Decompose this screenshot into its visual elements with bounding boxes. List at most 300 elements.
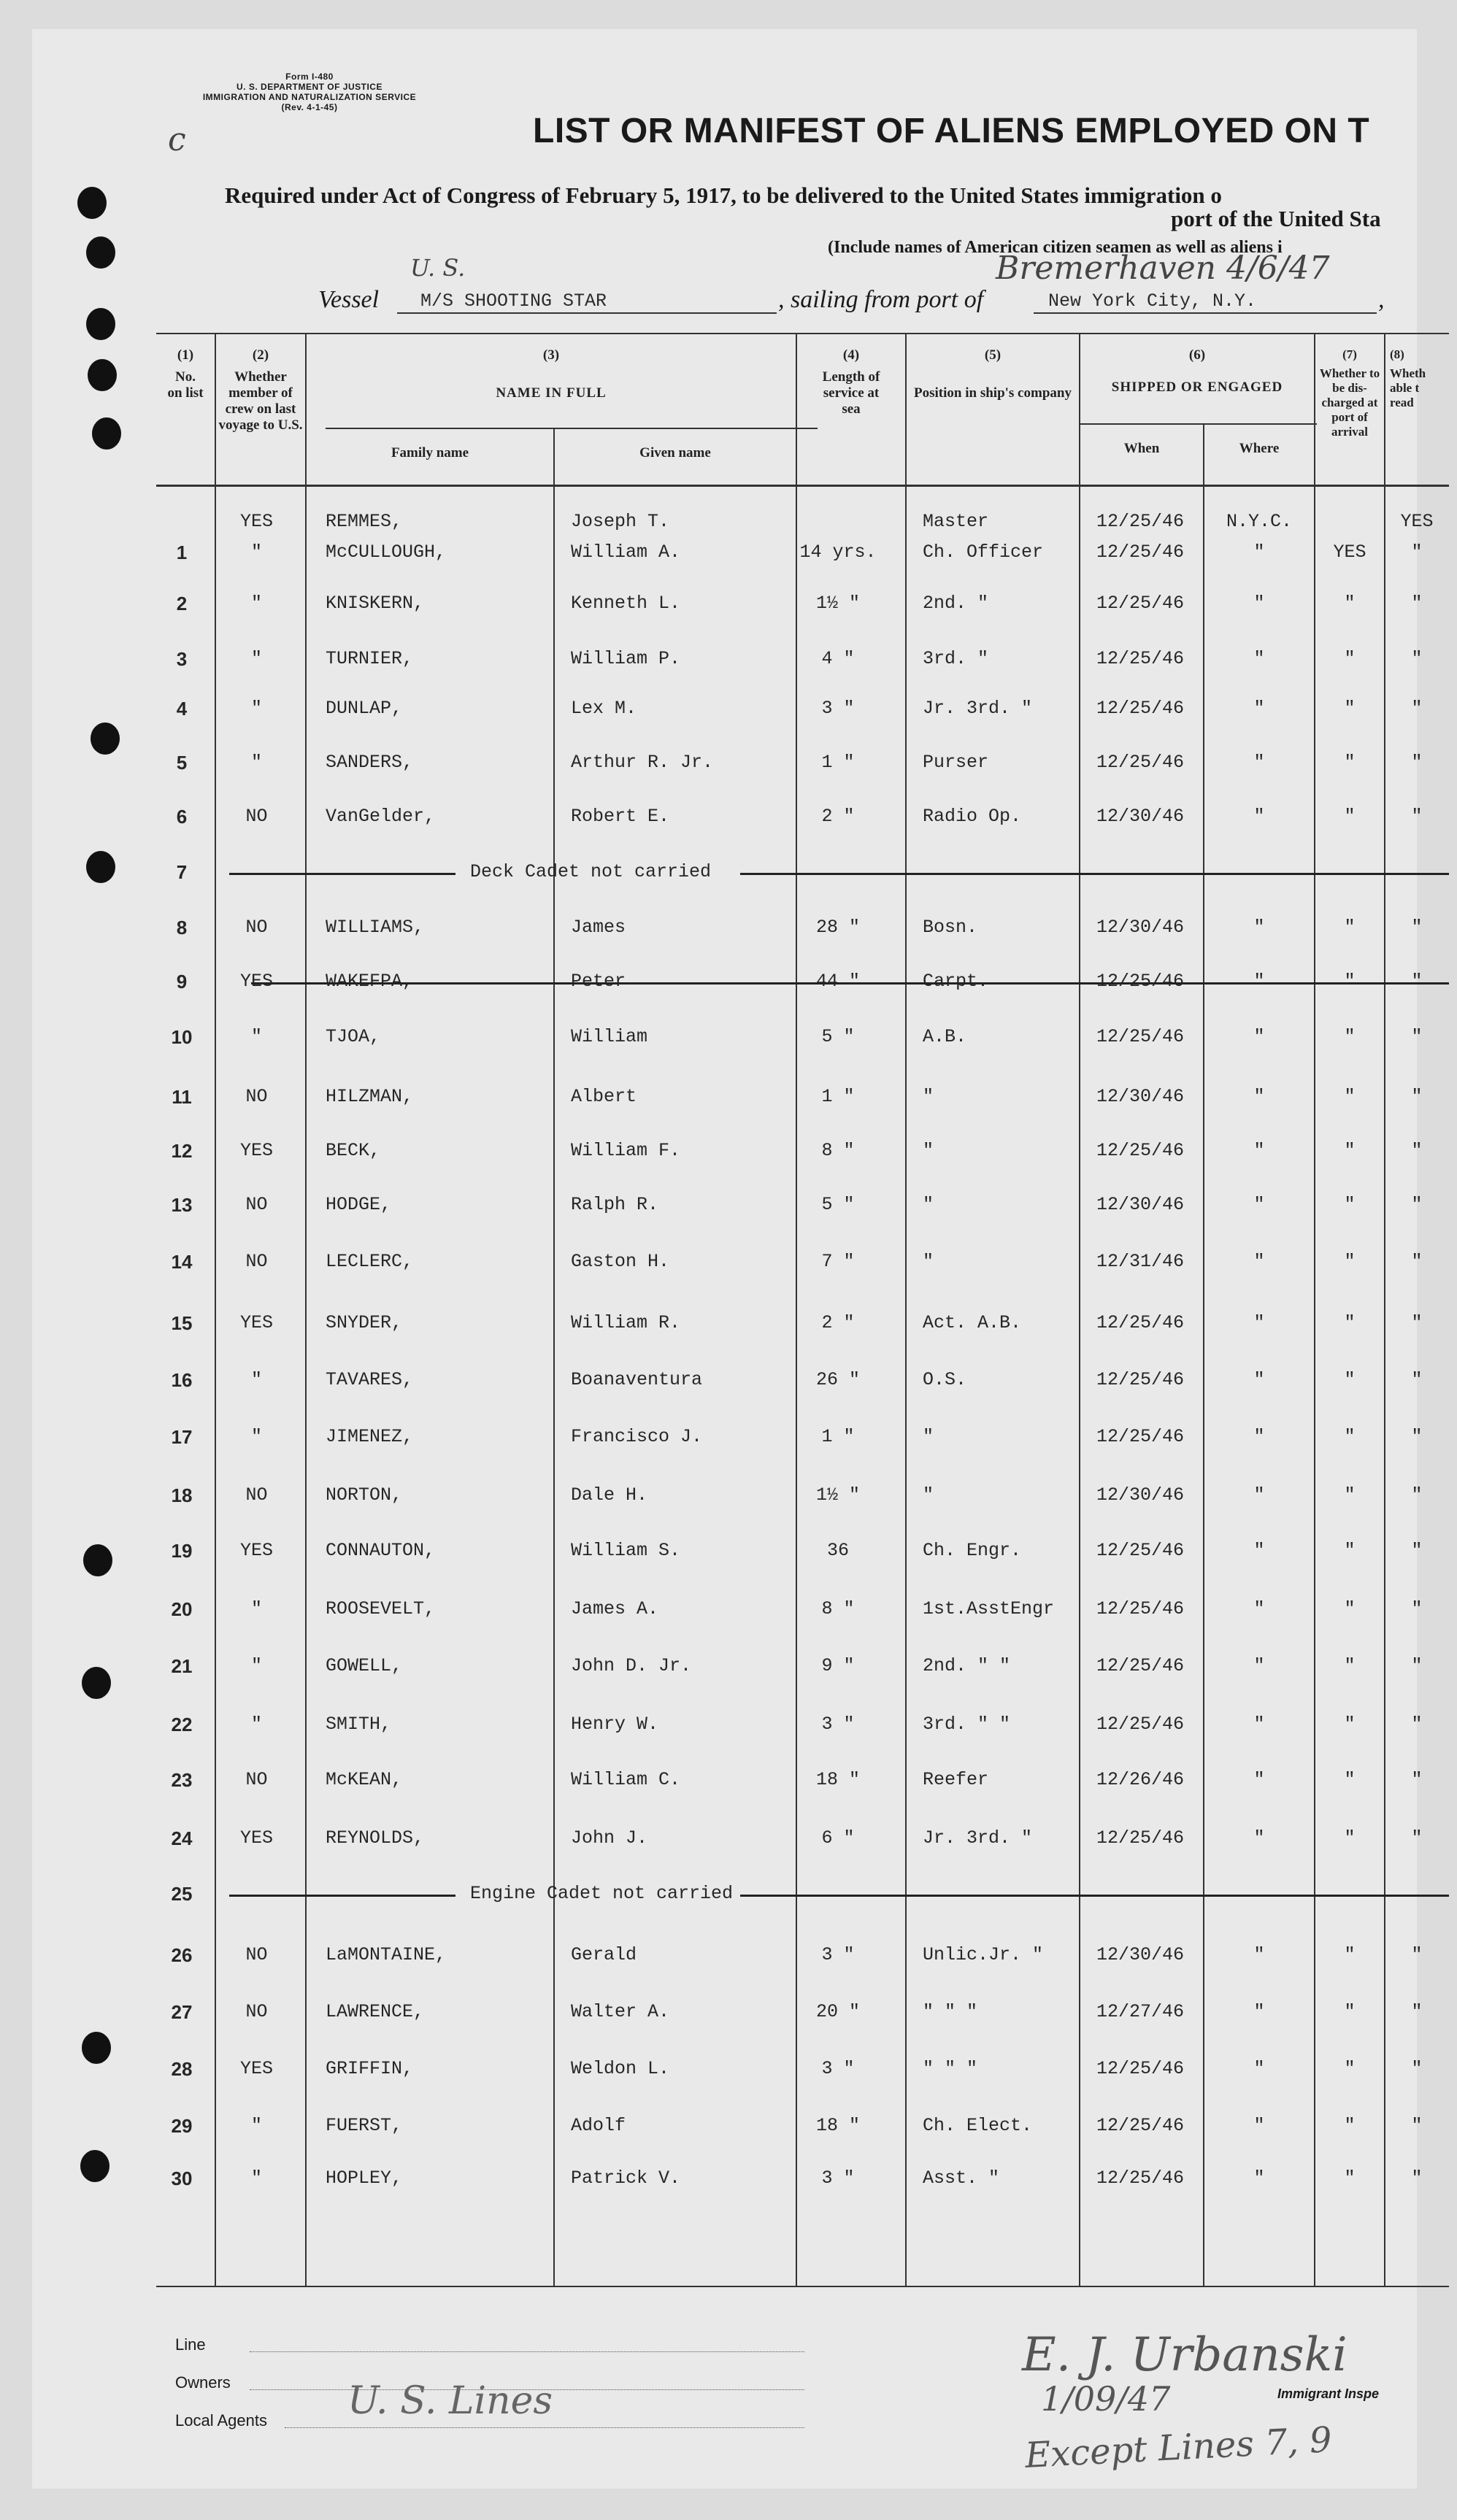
able-to-read: ": [1411, 752, 1423, 773]
position: O.S.: [923, 1369, 967, 1390]
row-number: 24: [171, 1827, 193, 1849]
table-row: [156, 1410, 1449, 1465]
discharged: ": [1344, 806, 1356, 827]
able-to-read: ": [1411, 1827, 1423, 1849]
row-number: 30: [171, 2168, 193, 2189]
header-c1: [156, 347, 215, 401]
position: Master: [923, 511, 989, 532]
shipped-when: 12/25/46: [1096, 1655, 1185, 1676]
given-name: Walter A.: [571, 2001, 670, 2022]
service-length: 1 ": [821, 1086, 855, 1107]
able-to-read: ": [1411, 2001, 1423, 2022]
shipped-where: ": [1253, 1655, 1265, 1676]
discharged: ": [1344, 1598, 1356, 1619]
able-to-read: ": [1411, 593, 1423, 614]
discharged: ": [1344, 1369, 1356, 1390]
shipped-when: 12/25/46: [1096, 2115, 1185, 2136]
family-name: BECK,: [326, 1140, 381, 1161]
table-row: [156, 577, 1449, 632]
family-name: McCULLOUGH,: [326, 542, 447, 563]
table-row: [156, 1353, 1449, 1409]
service-length: 2 ": [821, 806, 855, 827]
able-to-read: ": [1411, 1598, 1423, 1619]
header-c2: [216, 347, 305, 434]
given-name: William F.: [571, 1140, 681, 1161]
position: Jr. 3rd. ": [923, 698, 1033, 719]
row-number: 10: [171, 1026, 193, 1048]
discharged: ": [1344, 698, 1356, 719]
position: Purser: [923, 752, 989, 773]
service-length: 5 ": [821, 1194, 855, 1215]
shipped-where: ": [1253, 1540, 1265, 1561]
shipped-when: 12/25/46: [1096, 1598, 1185, 1619]
except-lines-note: Except Lines 7, 9: [1023, 2419, 1333, 2476]
given-name: Albert: [571, 1086, 637, 1107]
manifest-footer: [175, 2328, 1416, 2511]
position: ": [923, 1251, 934, 1272]
page-title: LIST OR MANIFEST OF ALIENS EMPLOYED ON T: [533, 112, 1370, 150]
binder-hole-icon: [77, 187, 107, 219]
department-name: U. S. DEPARTMENT OF JUSTICE: [237, 82, 382, 92]
service-length: 36: [826, 1540, 849, 1561]
row-number: 21: [171, 1655, 193, 1677]
able-to-read: ": [1411, 806, 1423, 827]
able-to-read: ": [1411, 971, 1423, 992]
family-name: TJOA,: [326, 1026, 381, 1047]
previous-voyage: ": [250, 542, 262, 563]
previous-voyage: ": [250, 1655, 262, 1676]
given-name: James: [571, 917, 626, 938]
binder-hole-icon: [91, 723, 120, 755]
family-name: SMITH,: [326, 1714, 392, 1735]
row-number: 9: [176, 971, 188, 993]
shipped-where: ": [1253, 917, 1265, 938]
row-number: 13: [171, 1194, 193, 1216]
service-length: 3 ": [821, 2058, 855, 2079]
shipped-when: 12/30/46: [1096, 1484, 1185, 1506]
previous-voyage: ": [250, 648, 262, 669]
binder-hole-icon: [83, 1544, 112, 1576]
shipped-when: 12/25/46: [1096, 698, 1185, 719]
vessel-prefix-handwritten: U. S.: [410, 254, 466, 282]
row-number: 25: [171, 1883, 193, 1905]
family-name: WAKEFPA,: [326, 971, 414, 992]
header-c3: [307, 347, 796, 401]
shipped-when: 12/25/46: [1096, 1140, 1185, 1161]
inspector-label: Immigrant Inspe: [1277, 2386, 1380, 2401]
header-c1-text: No. on list: [167, 369, 204, 401]
service-length: 28 ": [815, 917, 860, 938]
row-number: 11: [172, 1086, 192, 1108]
given-name: Dale H.: [571, 1484, 648, 1506]
discharged: ": [1344, 1140, 1356, 1161]
agents-handwritten: U. S. Lines: [347, 2379, 553, 2423]
given-name: Patrick V.: [571, 2168, 681, 2189]
discharged: ": [1344, 1484, 1356, 1506]
shipped-where: ": [1253, 1484, 1265, 1506]
row-number: 20: [171, 1598, 193, 1620]
table-row: [156, 1928, 1449, 1984]
family-name: SNYDER,: [326, 1312, 403, 1333]
position: ": [923, 1140, 934, 1161]
row-number: 19: [171, 1540, 193, 1562]
row-number: 7: [176, 861, 188, 883]
position: ": [923, 1426, 934, 1447]
able-to-read: ": [1411, 917, 1423, 938]
table-row: [156, 1698, 1449, 1753]
able-to-read: ": [1411, 698, 1423, 719]
note-rule-left: [229, 873, 455, 875]
vessel-name: M/S SHOOTING STAR: [420, 290, 607, 312]
shipped-where: ": [1253, 2001, 1265, 2022]
binder-hole-icon: [86, 236, 115, 269]
service-length: 1 ": [821, 752, 855, 773]
vessel-row: [318, 250, 1457, 318]
shipped-when: 12/25/46: [1096, 1714, 1185, 1735]
previous-voyage: YES: [239, 2058, 273, 2079]
shipped-where: ": [1253, 971, 1265, 992]
discharged: ": [1344, 1540, 1356, 1561]
previous-voyage: YES: [239, 1312, 273, 1333]
previous-voyage: YES: [239, 511, 273, 532]
table-row: [156, 1468, 1449, 1524]
header-c7-text: Whether to be dis- charged at port of arrival: [1319, 366, 1380, 439]
check-mark: c: [168, 121, 186, 158]
position: 2nd. ": [923, 593, 989, 614]
shipped-when: 12/25/46: [1096, 752, 1185, 773]
table-row: [156, 632, 1449, 687]
able-to-read: ": [1411, 1714, 1423, 1735]
given-name: Boanaventura: [571, 1369, 703, 1390]
position: " " ": [923, 2058, 978, 2079]
header-c7-num: (7): [1342, 347, 1357, 361]
shipped-when: 12/25/46: [1096, 1426, 1185, 1447]
table-top-rule: [156, 333, 1449, 334]
row-number: 12: [171, 1140, 193, 1162]
table-row: [156, 682, 1449, 737]
position: Ch. Engr.: [923, 1540, 1022, 1561]
family-name: McKEAN,: [326, 1769, 403, 1790]
discharged: ": [1344, 1426, 1356, 1447]
discharged: ": [1344, 2115, 1356, 2136]
able-to-read: ": [1411, 1769, 1423, 1790]
previous-voyage: ": [250, 1426, 262, 1447]
family-name: TURNIER,: [326, 648, 414, 669]
header-c5: [907, 347, 1079, 401]
position: Radio Op.: [923, 806, 1022, 827]
previous-voyage: ": [250, 1714, 262, 1735]
table-bottom-rule: [156, 2286, 1449, 2287]
able-to-read: ": [1411, 1655, 1423, 1676]
row-number: 15: [171, 1312, 193, 1334]
header-c6: [1080, 347, 1314, 396]
table-row: [156, 525, 1449, 581]
discharged: ": [1344, 1312, 1356, 1333]
able-to-read: ": [1411, 1484, 1423, 1506]
row-number: 8: [176, 917, 188, 939]
sailing-port: New York City, N.Y.: [1048, 290, 1257, 312]
previous-voyage: ": [250, 1026, 262, 1047]
family-name: WILLIAMS,: [326, 917, 425, 938]
previous-voyage: YES: [239, 971, 273, 992]
previous-voyage: ": [250, 1369, 262, 1390]
shipped-where: ": [1253, 806, 1265, 827]
family-name: HODGE,: [326, 1194, 392, 1215]
given-name: William C.: [571, 1769, 681, 1790]
header-c5-text: Position in ship's company: [914, 385, 1072, 401]
table-row: [156, 2151, 1449, 2207]
shipped-when: 12/30/46: [1096, 917, 1185, 938]
service-length: 26 ": [815, 1369, 860, 1390]
binder-holes: [0, 0, 44, 2520]
shipped-when: 12/25/46: [1096, 2168, 1185, 2189]
header-c2-num: (2): [252, 347, 269, 363]
position: 3rd. " ": [923, 1714, 1011, 1735]
previous-voyage: NO: [245, 1484, 268, 1506]
row-number: 27: [171, 2001, 193, 2023]
shipped-where: ": [1253, 593, 1265, 614]
row-number: 28: [171, 2058, 193, 2080]
header-c7: [1315, 347, 1384, 439]
shipped-where: ": [1253, 2168, 1265, 2189]
family-name: ROOSEVELT,: [326, 1598, 436, 1619]
table-row: [156, 1235, 1449, 1290]
shipped-where: ": [1253, 1714, 1265, 1735]
table-row: [156, 1867, 1449, 1922]
given-name: Lex M.: [571, 698, 637, 719]
discharged: ": [1344, 593, 1356, 614]
service-length: 18 ": [815, 2115, 860, 2136]
able-to-read: ": [1411, 1540, 1423, 1561]
table-row: [156, 1070, 1449, 1125]
shipped-where: ": [1253, 1369, 1265, 1390]
able-to-read: ": [1411, 2115, 1423, 2136]
row-number: 1: [176, 542, 188, 563]
position: Asst. ": [923, 2168, 1000, 2189]
discharged: ": [1344, 1655, 1356, 1676]
given-name: William S.: [571, 1540, 681, 1561]
given-name: William A.: [571, 542, 681, 563]
shipped-when: 12/25/46: [1096, 1827, 1185, 1849]
header-c8-text: Wheth able t read: [1390, 366, 1426, 409]
service-name: IMMIGRATION AND NATURALIZATION SERVICE: [202, 92, 417, 102]
family-name: VanGelder,: [326, 806, 436, 827]
shipped-where: ": [1253, 698, 1265, 719]
header-c8-num: (8): [1390, 347, 1404, 361]
family-name: HOPLEY,: [326, 2168, 403, 2189]
shipped-where: ": [1253, 1194, 1265, 1215]
table-row: [156, 845, 1449, 901]
footer-line-label: Line: [175, 2335, 206, 2354]
family-name: GRIFFIN,: [326, 2058, 414, 2079]
able-to-read: YES: [1400, 511, 1434, 532]
discharged: ": [1344, 1251, 1356, 1272]
able-to-read: ": [1411, 1944, 1423, 1965]
header-c6-num: (6): [1188, 347, 1206, 363]
include-note: (Include names of American citizen seamen as well as aliens i: [828, 238, 1283, 257]
row-number: 23: [171, 1769, 193, 1791]
footer-line-rule: [250, 2351, 804, 2352]
sailing-label: , sailing from port of: [778, 286, 984, 313]
header-c1-num: (1): [177, 347, 194, 363]
header-bottom-rule: [156, 485, 1449, 487]
discharged: ": [1344, 1194, 1356, 1215]
header-c4: [797, 347, 905, 417]
row-number: 4: [176, 698, 188, 720]
position: 2nd. " ": [923, 1655, 1011, 1676]
form-number: Form I-480: [285, 72, 334, 82]
previous-voyage: YES: [239, 1540, 273, 1561]
header-c5-num: (5): [984, 347, 1002, 363]
header-c3-text: NAME IN FULL: [496, 385, 607, 401]
row-number: 22: [171, 1714, 193, 1735]
family-name: REYNOLDS,: [326, 1827, 425, 1849]
binder-hole-icon: [80, 2150, 109, 2182]
discharged: ": [1344, 1827, 1356, 1849]
row-number: 6: [176, 806, 188, 828]
previous-voyage: NO: [245, 1251, 268, 1272]
previous-voyage: ": [250, 2115, 262, 2136]
service-length: 3 ": [821, 1944, 855, 1965]
given-name: Henry W.: [571, 1714, 659, 1735]
shipped-when: 12/30/46: [1096, 1194, 1185, 1215]
given-name: Arthur R. Jr.: [571, 752, 714, 773]
service-length: 3 ": [821, 1714, 855, 1735]
able-to-read: ": [1411, 648, 1423, 669]
previous-voyage: NO: [245, 917, 268, 938]
inspector-date: 1/09/47: [1041, 2379, 1171, 2419]
discharged: ": [1344, 752, 1356, 773]
binder-hole-icon: [86, 308, 115, 340]
family-name: GOWELL,: [326, 1655, 403, 1676]
shipped-where: ": [1253, 1140, 1265, 1161]
previous-voyage: YES: [239, 1827, 273, 1849]
table-row: [156, 1985, 1449, 2041]
previous-voyage: NO: [245, 1769, 268, 1790]
row-number: 17: [171, 1426, 193, 1448]
discharged: ": [1344, 648, 1356, 669]
shipped-when: 12/27/46: [1096, 2001, 1185, 2022]
able-to-read: ": [1411, 1369, 1423, 1390]
shipped-where: ": [1253, 2115, 1265, 2136]
position: ": [923, 1194, 934, 1215]
service-length: 1½ ": [815, 1484, 860, 1506]
manifest-page: [32, 29, 1434, 2489]
position: A.B.: [923, 1026, 967, 1047]
shipped-when: 12/25/46: [1096, 1369, 1185, 1390]
service-length: 1 ": [821, 1426, 855, 1447]
shipped-where: ": [1253, 648, 1265, 669]
form-revision: (Rev. 4-1-45): [281, 102, 338, 112]
header-c3-num: (3): [542, 347, 560, 363]
able-to-read: ": [1411, 542, 1423, 563]
able-to-read: ": [1411, 1140, 1423, 1161]
header-c4-num: (4): [842, 347, 860, 363]
header-c6-text: SHIPPED OR ENGAGED: [1111, 379, 1283, 395]
shipped-when: 12/25/46: [1096, 1312, 1185, 1333]
shipped-where: ": [1253, 1251, 1265, 1272]
given-name: Francisco J.: [571, 1426, 703, 1447]
shipped-where: ": [1253, 1769, 1265, 1790]
given-name: John D. Jr.: [571, 1655, 692, 1676]
service-length: 1½ ": [815, 593, 860, 614]
shipped-when: 12/25/46: [1096, 511, 1185, 532]
header-c2-text: Whether member of crew on last voyage to U.S.: [218, 369, 303, 433]
table-row: [156, 1124, 1449, 1179]
given-name: John J.: [571, 1827, 648, 1849]
shipped-subheader-rule: [1079, 423, 1317, 425]
row-number: 29: [171, 2115, 193, 2137]
previous-voyage: ": [250, 593, 262, 614]
able-to-read: ": [1411, 1086, 1423, 1107]
page-subtitle-continued: port of the United Sta: [1171, 206, 1381, 231]
shipped-where: ": [1253, 1026, 1265, 1047]
table-row: [156, 1582, 1449, 1638]
port-handwritten: Bremerhaven 4/6/47: [996, 250, 1330, 287]
family-name: REMMES,: [326, 511, 403, 532]
position: Act. A.B.: [923, 1312, 1022, 1333]
given-name: Kenneth L.: [571, 593, 681, 614]
service-length: 8 ": [821, 1140, 855, 1161]
service-length: 5 ": [821, 1026, 855, 1047]
header-c8: [1385, 347, 1453, 410]
name-subheader-rule: [326, 428, 818, 429]
header-when: When: [1123, 441, 1160, 456]
position: ": [923, 1086, 934, 1107]
row-number: 18: [171, 1484, 193, 1506]
binder-hole-icon: [92, 417, 121, 450]
previous-voyage: NO: [245, 1944, 268, 1965]
discharged: ": [1344, 1714, 1356, 1735]
previous-voyage: NO: [245, 1194, 268, 1215]
shipped-when: 12/25/46: [1096, 542, 1185, 563]
shipped-when: 12/25/46: [1096, 971, 1185, 992]
table-row: [156, 901, 1449, 956]
shipped-when: 12/25/46: [1096, 593, 1185, 614]
able-to-read: ": [1411, 1194, 1423, 1215]
table-row: [156, 2042, 1449, 2097]
shipped-when: 12/30/46: [1096, 806, 1185, 827]
given-name: Peter: [571, 971, 626, 992]
header-family-name: Family name: [391, 445, 469, 461]
shipped-when: 12/30/46: [1096, 1944, 1185, 1965]
given-name: Robert E.: [571, 806, 670, 827]
table-row: [156, 1524, 1449, 1579]
family-name: SANDERS,: [326, 752, 414, 773]
binder-hole-icon: [82, 2032, 111, 2064]
row-number: 3: [176, 648, 188, 670]
shipped-where: ": [1253, 1598, 1265, 1619]
service-length: 8 ": [821, 1598, 855, 1619]
shipped-where: ": [1253, 2058, 1265, 2079]
discharged: ": [1344, 971, 1356, 992]
discharged: ": [1344, 1086, 1356, 1107]
row-number: 16: [171, 1369, 193, 1391]
position: Carpt.: [923, 971, 989, 992]
previous-voyage: ": [250, 1598, 262, 1619]
row-number: 2: [176, 593, 188, 614]
shipped-when: 12/25/46: [1096, 2058, 1185, 2079]
position: Unlic.Jr. ": [923, 1944, 1044, 1965]
row-number: 14: [171, 1251, 193, 1273]
family-name: JIMENEZ,: [326, 1426, 414, 1447]
shipped-when: 12/25/46: [1096, 648, 1185, 669]
header-given-name: Given name: [639, 445, 711, 461]
position: 3rd. ": [923, 648, 989, 669]
footer-owners-label: Owners: [175, 2373, 231, 2392]
given-name: Adolf: [571, 2115, 626, 2136]
discharged: ": [1344, 1944, 1356, 1965]
